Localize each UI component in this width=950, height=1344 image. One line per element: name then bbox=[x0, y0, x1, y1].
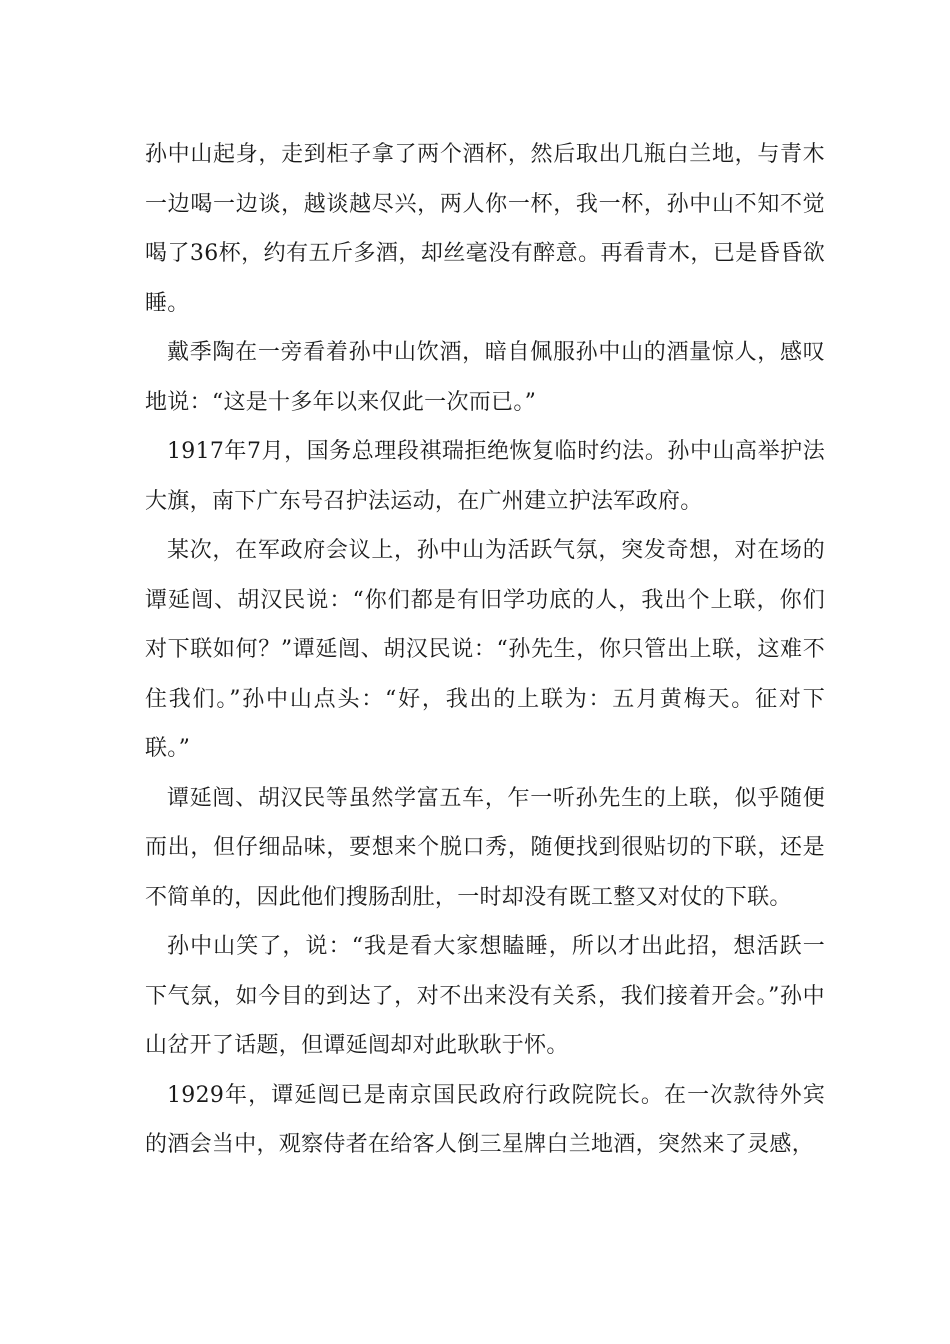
paragraph-5: 谭延闿、胡汉民等虽然学富五车，乍一听孙先生的上联，似乎随便而出，但仔细品味，要想来个脱口秀，随便找到很贴切的下联，还是不简单的，因此他们搜肠刮肚，一时却没有既工整又对仗的下联。 bbox=[145, 785, 825, 910]
paragraph-2: 戴季陶在一旁看着孙中山饮酒，暗自佩服孙中山的酒量惊人，感叹地说：“这是十多年以来仅此一次而已。” bbox=[145, 340, 825, 415]
paragraph-4: 某次，在军政府会议上，孙中山为活跃气氛，突发奇想，对在场的谭延闿、胡汉民说：“你们都是有旧学功底的人，我出个上联，你们对下联如何？”谭延闿、胡汉民说：“孙先生，你只管出上联，这难不住我们。”孙中山点头：“好，我出的上联为：五月黄梅天。征对下联。” bbox=[145, 538, 825, 761]
paragraph-6: 孙中山笑了，说：“我是看大家想瞌睡，所以才出此招，想活跃一下气氛，如今目的到达了，对不出来没有关系，我们接着开会。”孙中山岔开了话题，但谭延闿却对此耿耿于怀。 bbox=[145, 934, 825, 1058]
paragraph-7: 1929年，谭延闿已是南京国民政府行政院院长。在一次款待外宾的酒会当中，观察侍者在给客人倒三星牌白兰地酒，突然来了灵感， bbox=[145, 1082, 825, 1157]
paragraph-3: 1917年7月，国务总理段祺瑞拒绝恢复临时约法。孙中山高举护法大旗，南下广东号召护法运动，在广州建立护法军政府。 bbox=[145, 439, 825, 514]
paragraph-1: 孙中山起身，走到柜子拿了两个酒杯，然后取出几瓶白兰地，与青木一边喝一边谈，越谈越尽兴，两人你一杯，我一杯，孙中山不知不觉喝了36杯，约有五斤多酒，却丝毫没有醉意。再看青木，已是昏昏欲睡。 bbox=[145, 142, 825, 316]
body-text bbox=[145, 130, 825, 1170]
